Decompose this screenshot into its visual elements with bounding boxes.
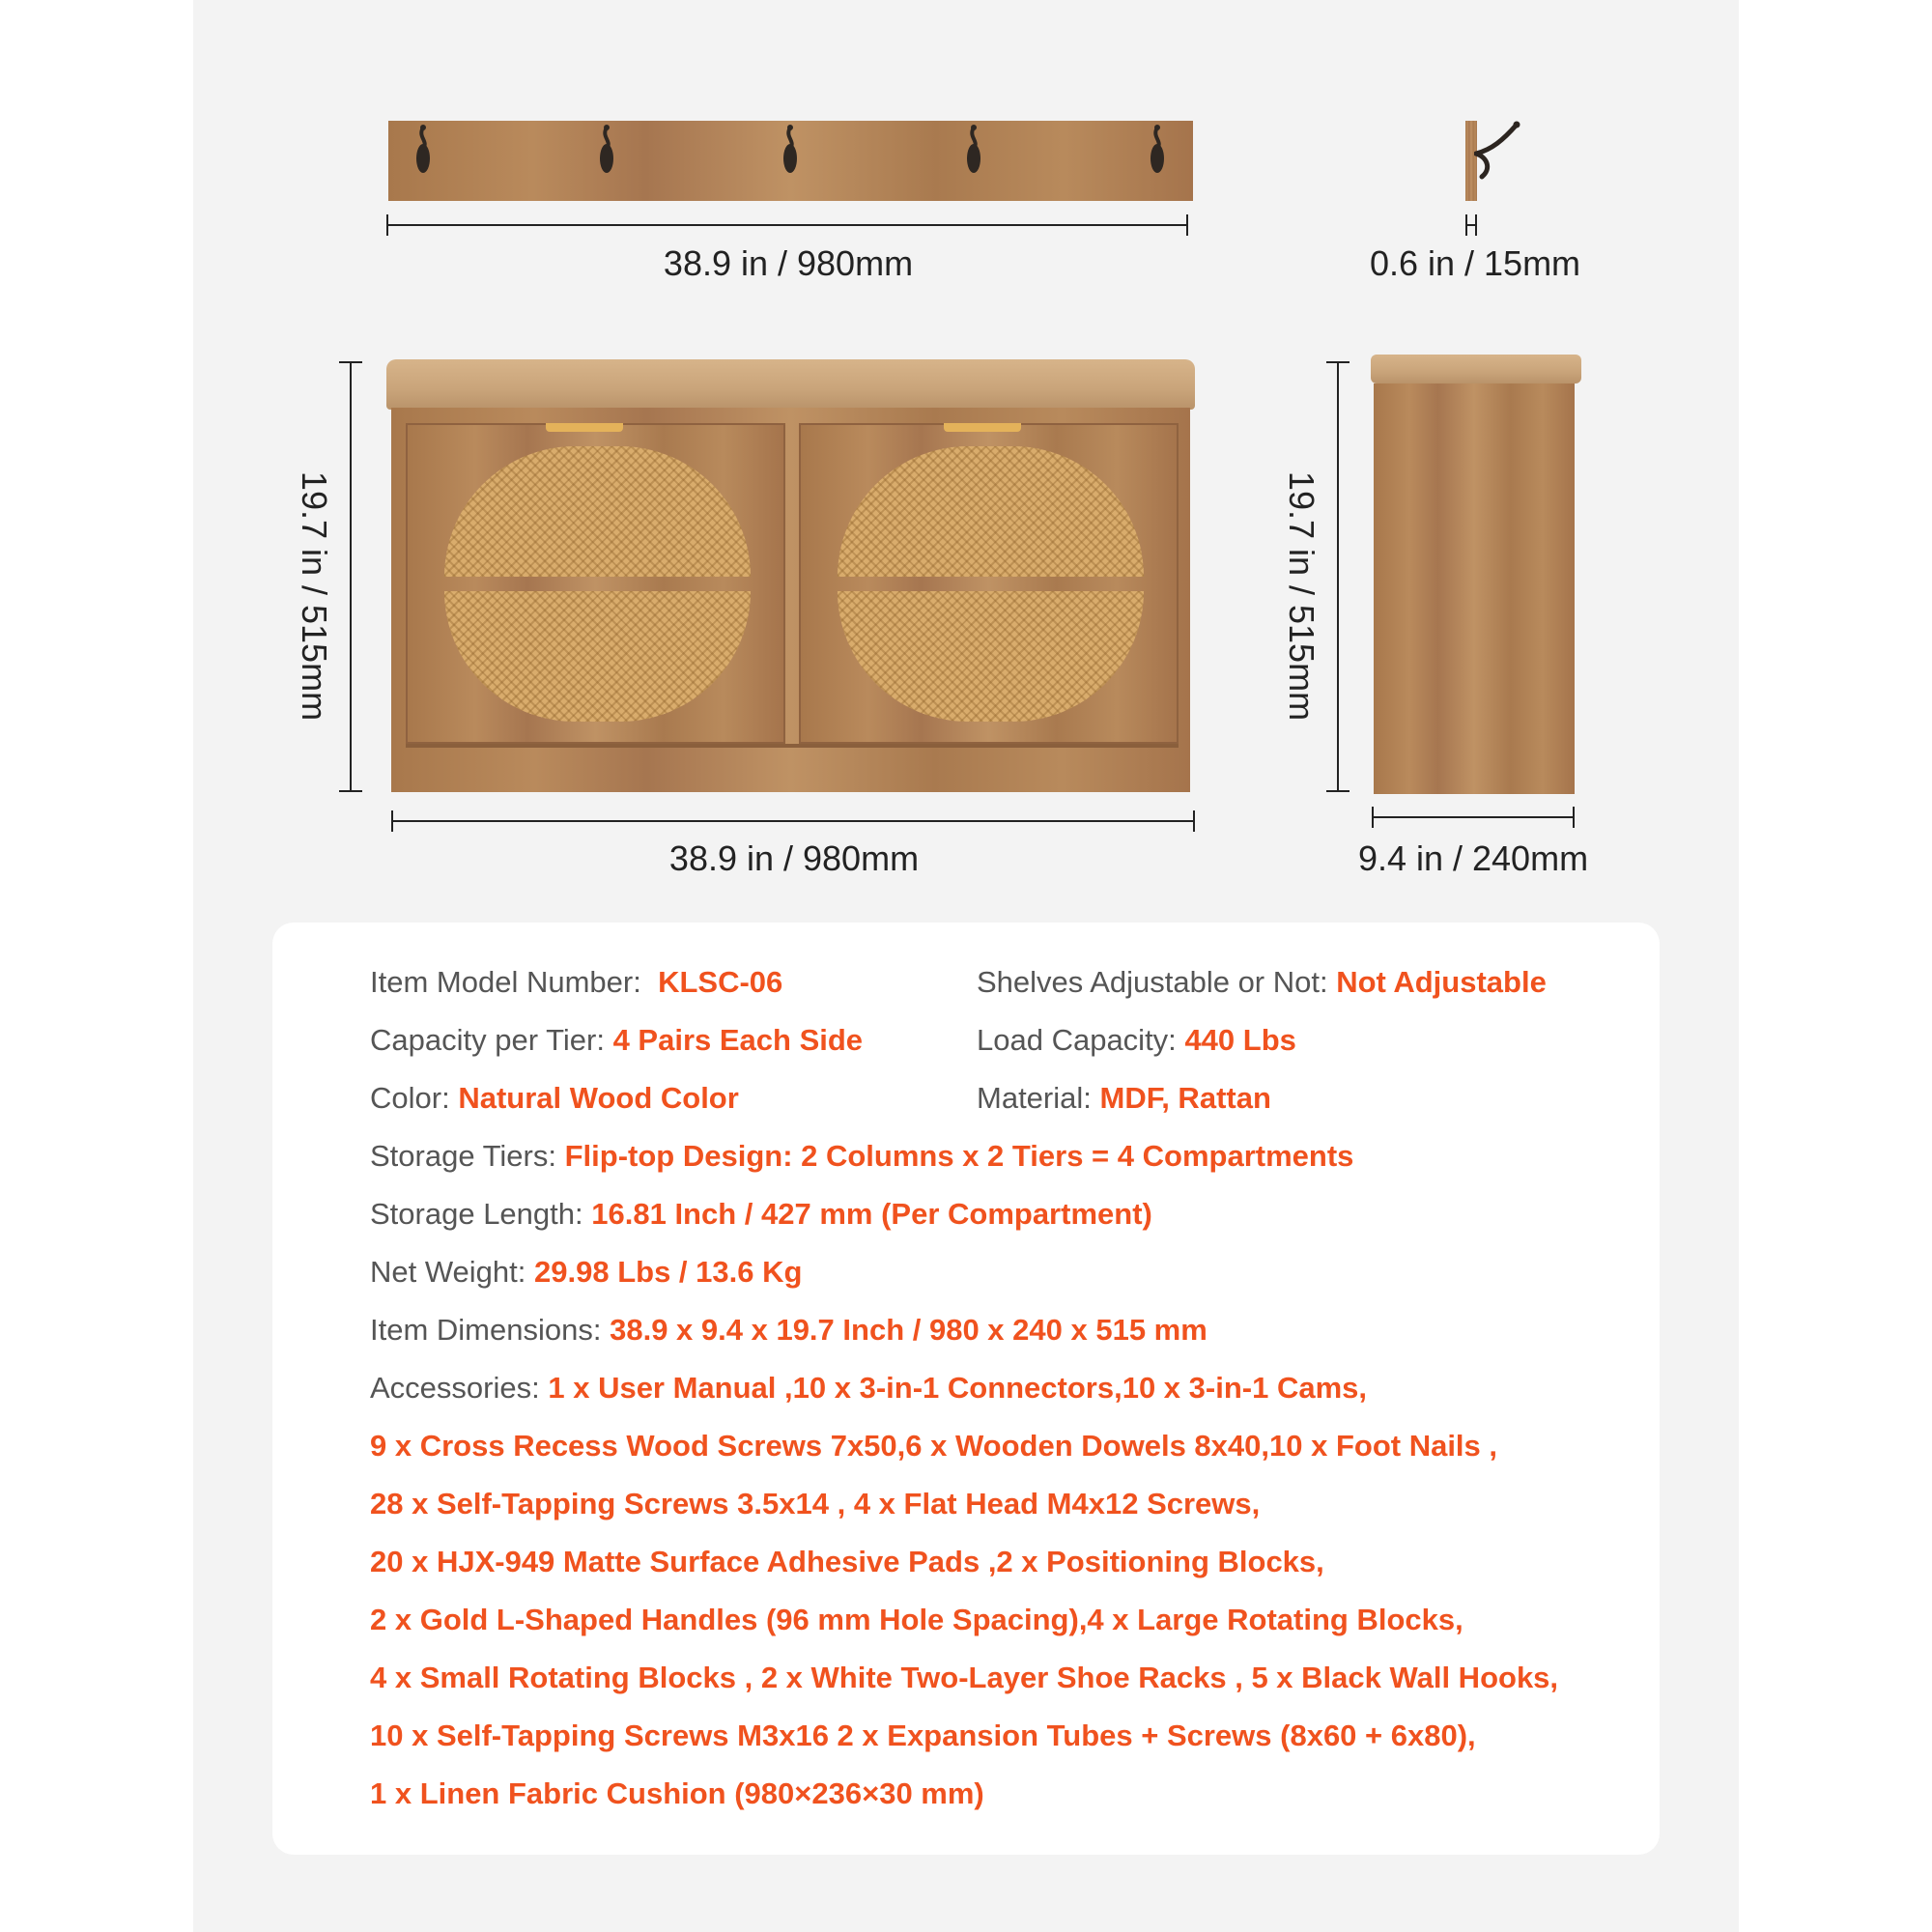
rack-width-line — [386, 224, 1188, 226]
bench-depth-label: 9.4 in / 240mm — [1357, 838, 1589, 878]
accessories-line: 2 x Gold L-Shaped Handles (96 mm Hole Spacing),4 x Large Rotating Blocks, — [370, 1603, 1463, 1636]
spec-capacity: Capacity per Tier: 4 Pairs Each Side — [370, 1023, 864, 1057]
rattan-panel-top — [444, 446, 751, 577]
rack-width-label: 38.9 in / 980mm — [663, 243, 914, 283]
spec-accessories: Accessories: 1 x User Manual ,10 x 3-in-1 Connectors,10 x 3-in-1 Cams, — [370, 1371, 1368, 1405]
spec-shelves: Shelves Adjustable or Not: Not Adjustable — [977, 965, 1547, 999]
rack-width-tick-left — [386, 214, 388, 236]
spec-weight: Net Weight: 29.98 Lbs / 13.6 Kg — [370, 1255, 803, 1289]
spec-tiers: Storage Tiers: Flip-top Design: 2 Columns x 2 Tiers = 4 Compartments — [370, 1139, 1354, 1173]
accessories-line: 4 x Small Rotating Blocks , 2 x White Two-Layer Shoe Racks , 5 x Black Wall Hooks, — [370, 1661, 1559, 1694]
spec-load: Load Capacity: 440 Lbs — [977, 1023, 1296, 1057]
wall-hook-icon — [962, 124, 985, 182]
bench-front — [386, 359, 1195, 792]
spec-item-dimensions: Item Dimensions: 38.9 x 9.4 x 19.7 Inch / 980 x 240 x 515 mm — [370, 1313, 1208, 1347]
bench-depth-tick-left — [1372, 807, 1374, 828]
spec-model: Item Model Number: KLSC-06 — [370, 965, 783, 999]
front-height-tick-top — [339, 361, 362, 363]
bench-width-label: 38.9 in / 980mm — [668, 838, 920, 878]
wall-hook-icon — [412, 124, 435, 182]
rack-depth-tick-right — [1475, 214, 1477, 236]
spec-material: Material: MDF, Rattan — [977, 1081, 1271, 1115]
front-height-line — [350, 361, 352, 792]
bench-depth-line — [1372, 816, 1575, 818]
rack-depth-tick-left — [1465, 214, 1467, 236]
rattan-panel-bottom — [838, 591, 1144, 722]
bench-side-panel — [1374, 384, 1575, 794]
wall-hook-icon — [1474, 121, 1520, 188]
front-height-tick-bottom — [339, 790, 362, 792]
side-height-label: 19.7 in / 515mm — [1282, 470, 1321, 722]
rattan-panel-top — [838, 446, 1144, 577]
spec-color: Color: Natural Wood Color — [370, 1081, 739, 1115]
gold-handle-left — [546, 423, 623, 432]
rack-depth-label: 0.6 in / 15mm — [1369, 243, 1581, 283]
bench-depth-tick-right — [1573, 807, 1575, 828]
bench-side-cushion — [1371, 355, 1581, 384]
bench-door-left — [406, 423, 785, 744]
spec-length: Storage Length: 16.81 Inch / 427 mm (Per Compartment) — [370, 1197, 1152, 1231]
bench-base-gap — [406, 744, 1179, 748]
bench-width-line — [391, 820, 1195, 822]
rattan-panel-bottom — [444, 591, 751, 722]
side-height-tick-bottom — [1326, 790, 1350, 792]
bench-cushion — [386, 359, 1195, 410]
rack-width-tick-right — [1186, 214, 1188, 236]
accessories-line: 20 x HJX-949 Matte Surface Adhesive Pads ,2 x Positioning Blocks, — [370, 1545, 1324, 1578]
bench-width-tick-left — [391, 810, 393, 832]
accessories-line: 10 x Self-Tapping Screws M3x16 2 x Expansion Tubes + Screws (8x60 + 6x80), — [370, 1719, 1476, 1752]
wall-hook-icon — [779, 124, 802, 182]
wall-hook-icon — [595, 124, 618, 182]
accessories-line: 9 x Cross Recess Wood Screws 7x50,6 x Wooden Dowels 8x40,10 x Foot Nails , — [370, 1429, 1498, 1463]
accessories-line: 1 x Linen Fabric Cushion (980×236×30 mm) — [370, 1776, 984, 1810]
side-height-tick-top — [1326, 361, 1350, 363]
wall-hook-icon — [1146, 124, 1169, 182]
side-height-line — [1337, 361, 1339, 792]
front-height-label: 19.7 in / 515mm — [295, 470, 334, 722]
bench-door-right — [799, 423, 1179, 744]
gold-handle-right — [944, 423, 1021, 432]
accessories-line: 28 x Self-Tapping Screws 3.5x14 , 4 x Flat Head M4x12 Screws, — [370, 1487, 1261, 1520]
bench-width-tick-right — [1193, 810, 1195, 832]
